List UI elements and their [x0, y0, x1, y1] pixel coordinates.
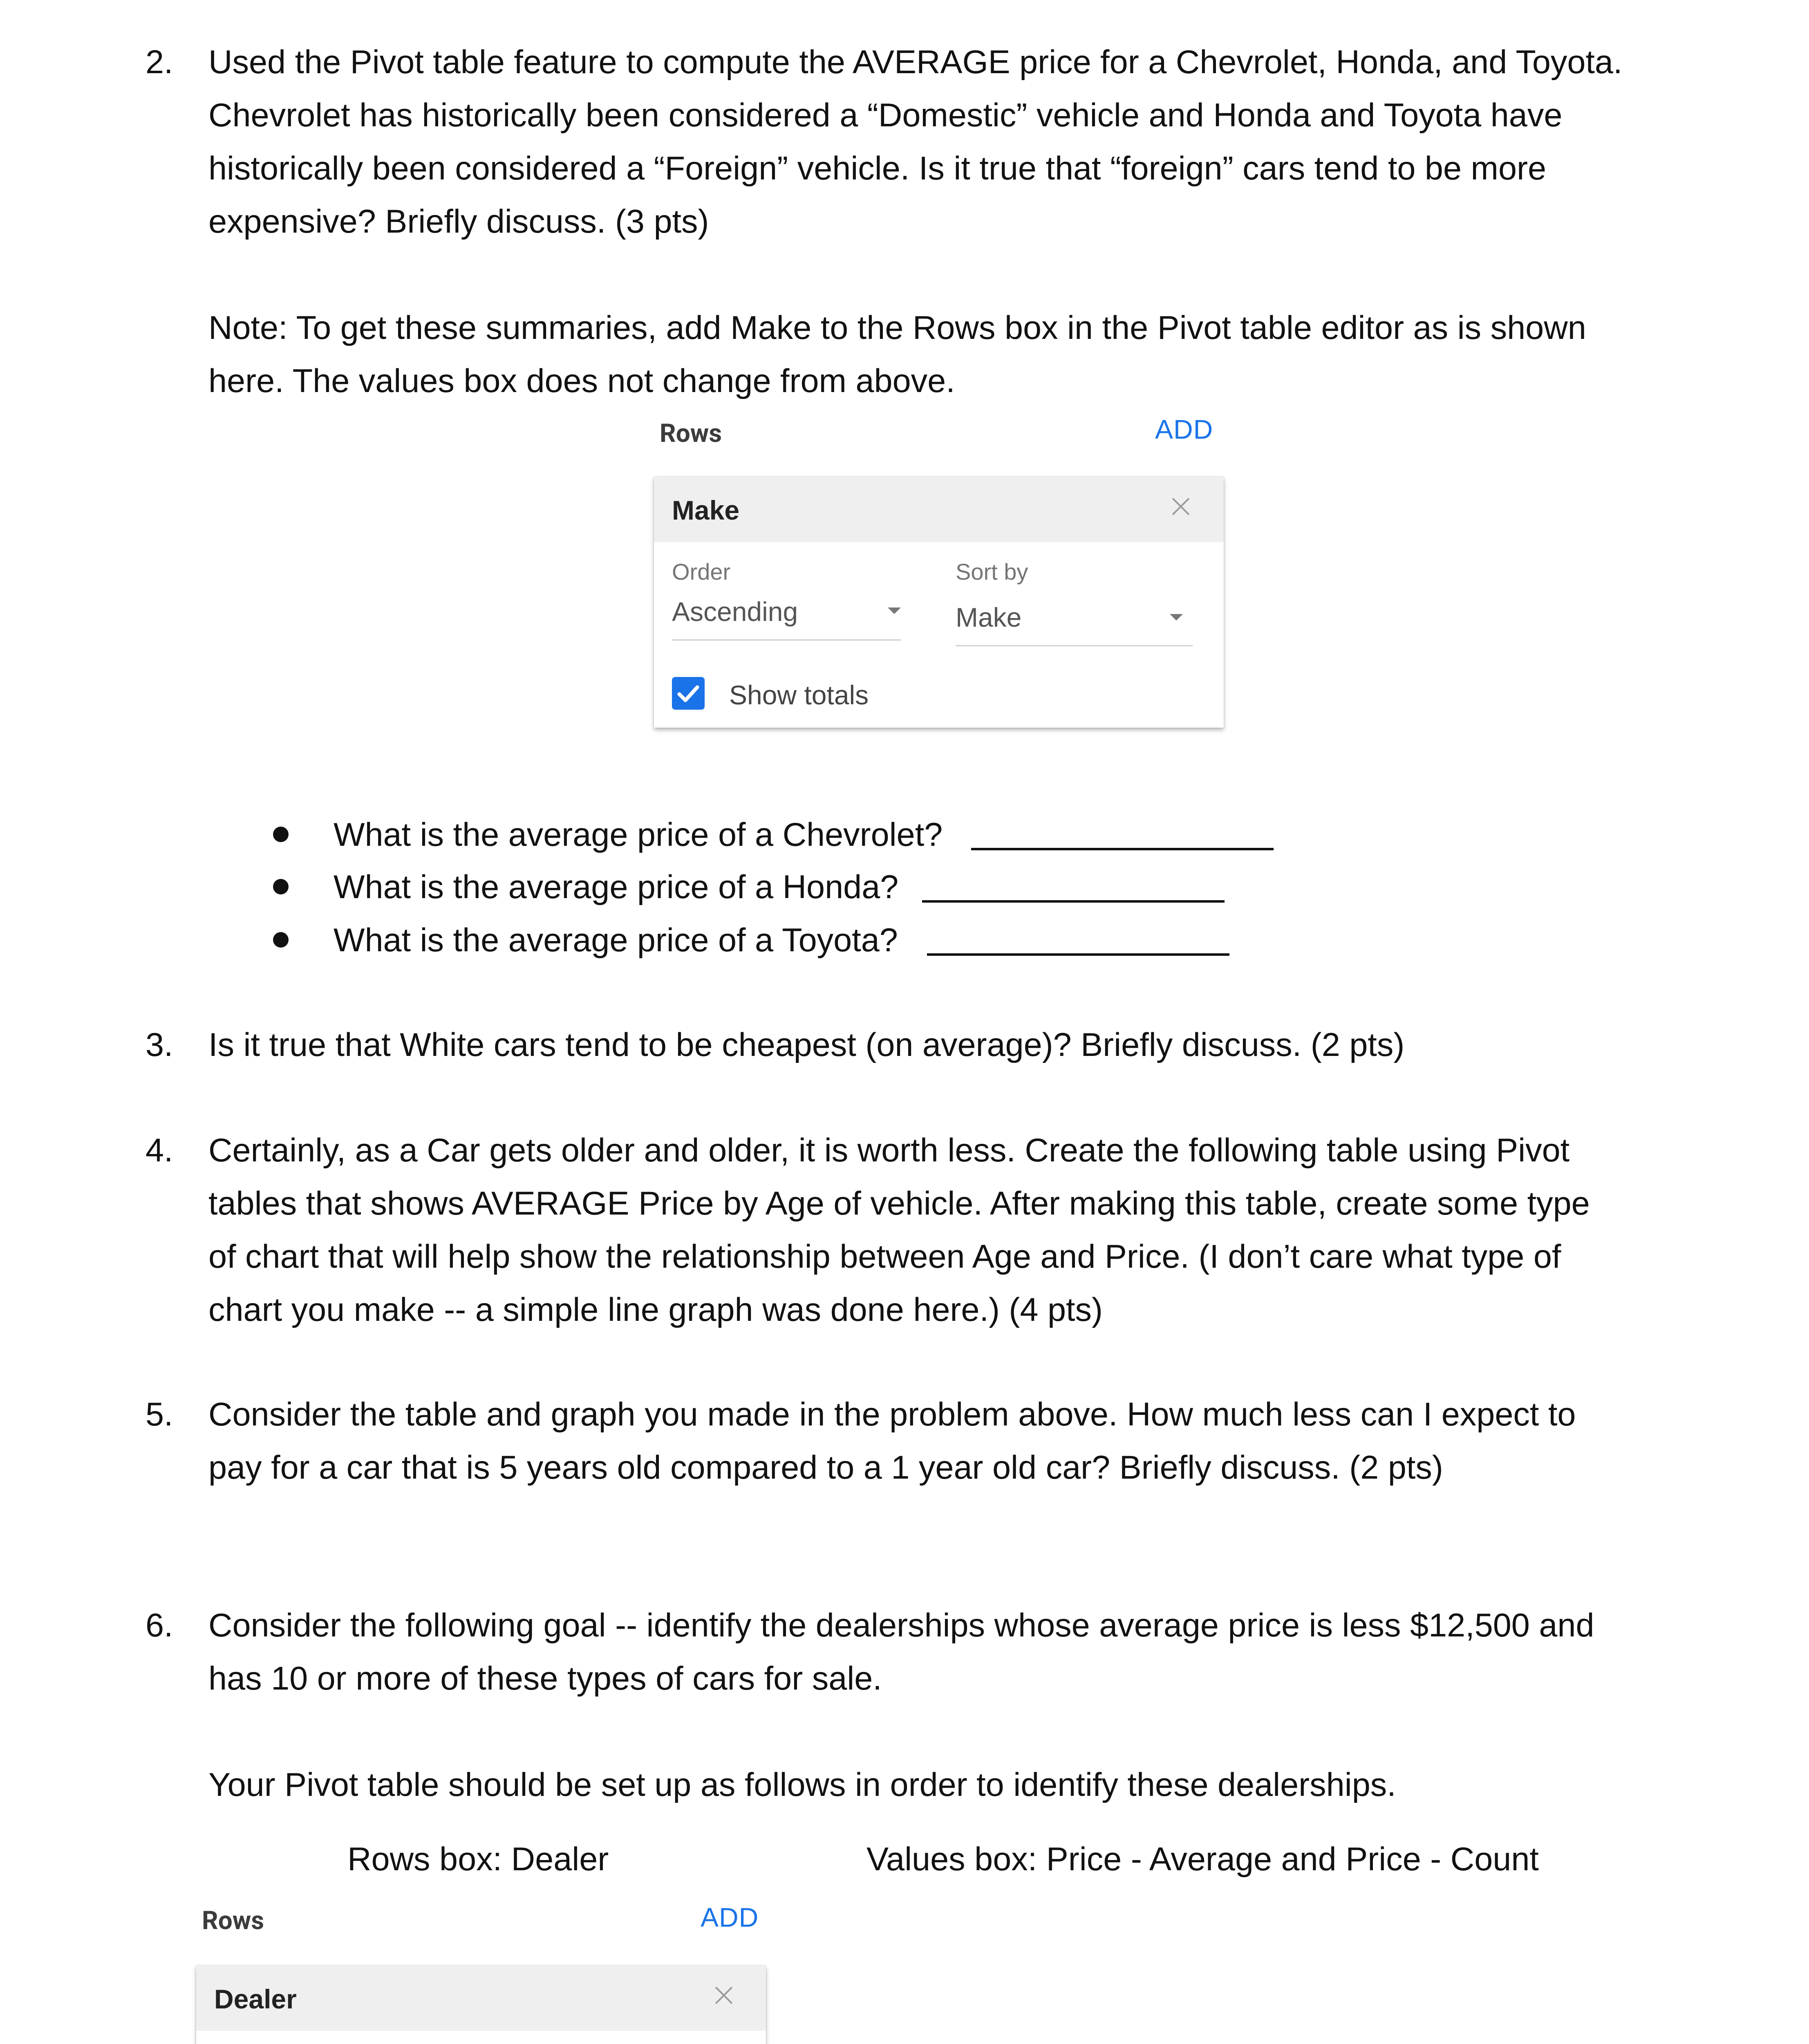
- question-4-line-2: tables that shows AVERAGE Price by Age of vehicle. After making this table, create some type: [208, 1185, 1590, 1222]
- question-6-number: 6.: [146, 1607, 173, 1644]
- question-5-number: 5.: [146, 1396, 173, 1433]
- bullet-question-toyota: What is the average price of a Toyota?: [334, 922, 898, 959]
- question-2-line-1: Used the Pivot table feature to compute the AVERAGE price for a Chevrolet, Honda, and Toyota.: [208, 44, 1623, 81]
- close-icon[interactable]: [1171, 496, 1191, 517]
- chevron-down-icon[interactable]: [888, 607, 901, 614]
- question-5-line-1: Consider the table and graph you made in the problem above. How much less can I expect to: [208, 1396, 1576, 1433]
- rows-section-label: Rows: [202, 1906, 264, 1936]
- question-4-line-1: Certainly, as a Car gets older and older, it is worth less. Create the following table using Pivot: [208, 1132, 1570, 1169]
- pivot-row-card-make: [654, 477, 1224, 728]
- show-totals-checkbox[interactable]: [672, 677, 705, 710]
- question-2-line-4: expensive? Briefly discuss. (3 pts): [208, 203, 709, 240]
- row-field-name: Dealer: [214, 1984, 297, 2014]
- question-6-line-2: has 10 or more of these types of cars for sale.: [208, 1660, 882, 1697]
- rows-section-label: Rows: [660, 419, 722, 448]
- show-totals-label: Show totals: [729, 680, 869, 710]
- question-3-text: Is it true that White cars tend to be cheapest (on average)? Briefly discuss. (2 pts): [208, 1026, 1405, 1063]
- bullet-question-honda: What is the average price of a Honda?: [334, 869, 899, 905]
- sort-by-dropdown-underline: [956, 645, 1193, 646]
- note-line-1: Note: To get these summaries, add Make to the Rows box in the Pivot table editor as is shown: [208, 309, 1586, 346]
- question-2-line-3: historically been considered a “Foreign” vehicle. Is it true that “foreign” cars tend to be more: [208, 150, 1547, 187]
- answer-blank-chevrolet[interactable]: [971, 848, 1274, 850]
- pivot-row-card-dealer: [196, 1966, 766, 2044]
- chevron-down-icon[interactable]: [1170, 614, 1183, 621]
- question-4-number: 4.: [146, 1132, 173, 1169]
- question-6-line-1: Consider the following goal -- identify the dealerships whose average price is less $12,500 and: [208, 1607, 1594, 1644]
- close-icon[interactable]: [714, 1985, 734, 2006]
- values-box-text: Values box: Price - Average and Price - Count: [866, 1841, 1539, 1878]
- bullet-question-chevrolet: What is the average price of a Chevrolet?: [334, 816, 943, 853]
- answer-blank-toyota[interactable]: [927, 953, 1229, 956]
- question-4-line-3: of chart that will help show the relationship between Age and Price. (I don’t care what type of: [208, 1238, 1561, 1275]
- question-5-line-2: pay for a car that is 5 years old compared to a 1 year old car? Briefly discuss. (2 pts): [208, 1449, 1443, 1486]
- sort-by-label: Sort by: [956, 559, 1028, 585]
- rows-box-text: Rows box: Dealer: [347, 1841, 609, 1878]
- bullet-icon: [273, 932, 289, 948]
- sort-by-dropdown-value[interactable]: Make: [956, 602, 1022, 632]
- add-row-button[interactable]: ADD: [701, 1902, 759, 1932]
- bullet-icon: [273, 827, 289, 842]
- note-line-2: here. The values box does not change from above.: [208, 363, 955, 399]
- setup-text: Your Pivot table should be set up as follows in order to identify these dealerships.: [208, 1766, 1396, 1803]
- order-dropdown-underline: [672, 639, 901, 641]
- question-3-number: 3.: [146, 1026, 173, 1063]
- question-2-number: 2.: [146, 44, 173, 81]
- question-2-line-2: Chevrolet has historically been considered a “Domestic” vehicle and Honda and Toyota have: [208, 97, 1563, 134]
- add-row-button[interactable]: ADD: [1155, 414, 1213, 444]
- bullet-icon: [273, 879, 289, 894]
- order-label: Order: [672, 559, 731, 585]
- question-4-line-4: chart you make -- a simple line graph was done here.) (4 pts): [208, 1291, 1103, 1328]
- check-icon: [672, 677, 705, 710]
- answer-blank-honda[interactable]: [922, 900, 1225, 903]
- order-dropdown-value[interactable]: Ascending: [672, 596, 798, 627]
- row-field-name: Make: [672, 495, 740, 525]
